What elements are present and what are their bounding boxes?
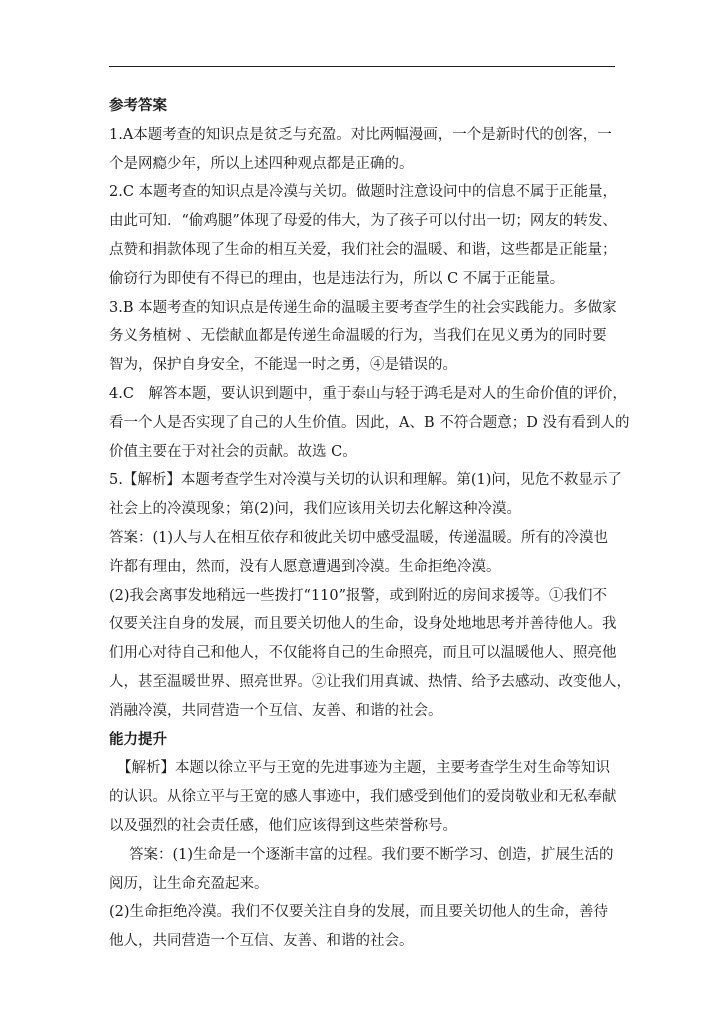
section-heading-ability-improvement: 能力提升 [109,731,167,748]
answer-5-line-9: 消融冷漠，共同营造一个互信、友善、和谐的社会。 [109,702,443,719]
answer-4-line-3: 价值主要在于对社会的贡献。故选 C。 [109,443,357,460]
answer-5-line-1: 5.【解析】本题考查学生对冷漠与关切的认识和理解。第(1)问，见危不救显示了 [109,472,622,489]
answer-1-line-2: 个是网瘾少年，所以上述四种观点都是正确的。 [109,155,414,172]
answer-5-line-7: 们用心对待自己和他人，不仅能将自己的生命照亮，而且可以温暖他人、照亮他 [109,645,617,662]
answer-5-line-3: 答案：(1)人与人在相互依存和彼此关切中感受温暖，传递温暖。所有的冷漠也 [109,529,609,546]
document-body [109,92,629,956]
answer-2-line-2: 由此可知．“偷鸡腿”体现了母爱的伟大，为了孩子可以付出一切；网友的转发、 [109,213,617,230]
section-heading-reference-answers: 参考答案 [109,98,167,114]
answer-1-line-1: 1.A本题考查的知识点是贫乏与充盈。对比两幅漫画，一个是新时代的创客，一 [109,126,612,143]
answer-3-line-1: 3.B 本题考查的知识点是传递生命的温暖主要考查学生的社会实践能力。多做家 [109,299,617,316]
ability-line-6: (2)生命拒绝冷漠。我们不仅要关注自身的发展，而且要关切他人的生命，善待 [109,904,609,921]
ability-line-3: 以及强烈的社会责任感，他们应该得到这些荣誉称号。 [109,817,457,834]
answer-5-line-6: 仅要关注自身的发展，而且要关切他人的生命，设身处地地思考并善待他人。我 [109,616,617,633]
answer-4-line-1: 4.C 解答本题，要认识到题中，重于泰山与轻于鸿毛是对人的生命价值的评价， [109,385,627,402]
answer-5-line-2: 社会上的冷漠现象；第(2)问，我们应该用关切去化解这种冷漠。 [109,501,522,518]
answer-4-line-2: 看一个人是否实现了自己的人生价值。因此，A、B 不符合题意；D 没有看到人的 [109,414,630,431]
ability-line-2: 的认识。从徐立平与王宽的感人事迹中，我们感受到他们的爱岗敬业和无私奉献 [109,789,617,806]
ability-line-4: 答案：(1)生命是一个逐渐丰富的过程。我们要不断学习、创造，扩展生活的 [129,846,614,863]
ability-line-7: 他人，共同营造一个互信、友善、和谐的社会。 [109,933,414,950]
answer-2-line-4: 偷窃行为即使有不得已的理由，也是违法行为，所以 C 不属于正能量。 [109,270,565,287]
top-rule [109,66,615,67]
ability-line-1: 【解析】本题以徐立平与王宽的先进事迹为主题，主要考查学生对生命等知识 [117,760,610,777]
answer-5-line-4: 许都有理由，然而，没有人愿意遭遇到冷漠。生命拒绝冷漠。 [109,558,501,575]
answer-3-line-3: 智为，保护自身安全，不能逞一时之勇，④是错误的。 [109,357,457,374]
answer-2-line-1: 2.C 本题考查的知识点是冷漠与关切。做题时注意设问中的信息不属于正能量， [109,184,618,201]
answer-3-line-2: 务义务植树 、无偿献血都是传递生命温暖的行为，当我们在见义勇为的同时要 [109,328,607,345]
answer-2-line-3: 点赞和捐款体现了生命的相互关爱，我们社会的温暖、和谐，这些都是正能量； [109,241,617,258]
ability-line-5: 阅历，让生命充盈起来。 [109,875,269,892]
answer-5-line-5: (2)我会离事发地稍远一些拨打“110”报警，或到附近的房间求援等。①我们不 [109,587,608,604]
answer-5-line-8: 人，甚至温暖世界、照亮世界。②让我们用真诚、热情、给予去感动、改变他人， [109,673,631,690]
